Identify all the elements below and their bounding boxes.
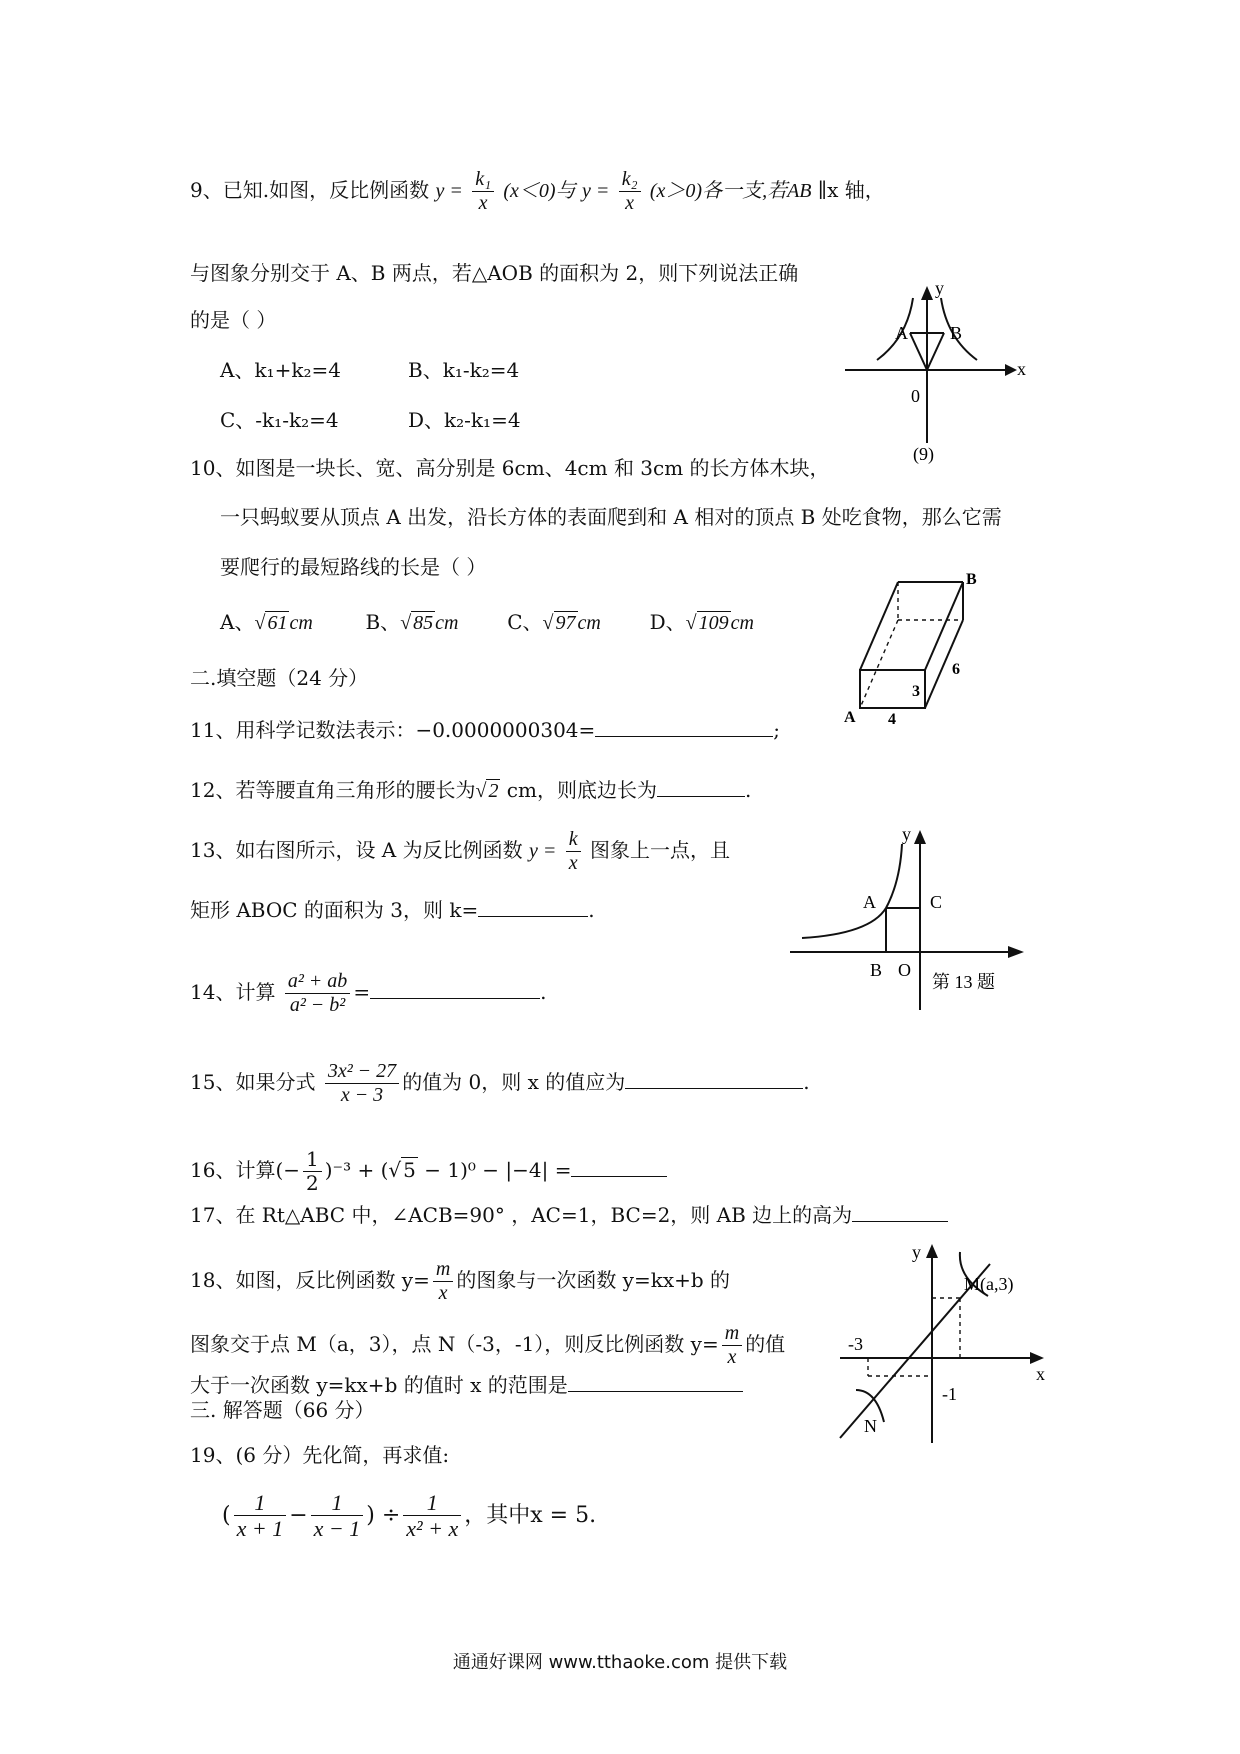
q9-line1: 9、已知.如图，反比例函数 y = $\frac{\text{k₁}}{x}$ (x＜0)与 y = $\frac{\text{k₂}}{x}$ (x＞0)各一支,若AB ∥x 轴，: [190, 168, 885, 214]
q10-option-c-label: C、: [507, 610, 543, 634]
q15-line: 15、如果分式 $\frac{\text{3x² − 27}}{x - 3}$ 的值为 0，则 x 的值应为 .: [190, 1060, 810, 1106]
q16-lead: 16、计算: [190, 1158, 276, 1182]
q12-line: 12、若等腰直角三角形的腰长为√ 2 cm，则底边长为 .: [190, 778, 752, 802]
q9-line2: 与图象分别交于 A、B 两点，若△AOB 的面积为 2，则下列说法正确: [190, 261, 799, 285]
q13-fraction: $\frac{k}{x}$: [566, 828, 581, 875]
q11-text: 11、用科学记数法表示：−0.0000000304=: [190, 718, 596, 742]
q13-line2: 矩形 ABOC 的面积为 3，则 k= .: [190, 898, 595, 922]
q10-option-a-label: A、: [220, 610, 255, 634]
q19-line1: 19、(6 分）先化简，再求值:: [190, 1443, 450, 1467]
q9-lead: 9、已知.如图，反比例函数: [190, 178, 430, 202]
q16-radical: √ 5: [388, 1158, 416, 1182]
q10-option-a-value: √ 61 cm: [254, 612, 313, 634]
q9-fig-origin-label: 0: [911, 386, 920, 406]
q12-answer-blank[interactable]: [657, 778, 745, 797]
q17-text: 17、在 Rt△ABC 中，∠ACB=90° ，AC=1，BC=2，则 AB 边上的高为: [190, 1203, 853, 1227]
q10-option-d-value: √ 109 cm: [685, 612, 754, 634]
q9-cond1: (x＜0)与: [503, 180, 576, 202]
q9-option-d: D、k₂-k₁=4: [408, 408, 521, 432]
q9-cond2: (x＞0)各一支,若AB: [649, 180, 812, 202]
q10-fig-height-label: 3: [912, 683, 920, 700]
q9-fig-b-label: B: [950, 323, 963, 343]
q18-fraction-1: $\frac{m}{x}$: [433, 1258, 453, 1305]
q9-fig-x-label: x: [1017, 359, 1026, 379]
q14-fraction: $\frac{\text{a² + ab}}{\text{a² − b²}}$: [285, 970, 351, 1017]
q10-option-b-value: √ 85 cm: [400, 612, 459, 634]
q9-option-c: C、-k₁-k₂=4: [220, 408, 339, 432]
q13-answer-blank[interactable]: [478, 898, 588, 917]
q10-cuboid-figure: [830, 570, 1000, 730]
q18-fig-y-label: y: [912, 1242, 921, 1262]
q19-fraction-a: $\frac{1}{x + 1}$: [234, 1490, 287, 1542]
q16-line: 16、计算(− $\frac{1}{2}$ )⁻³ + (√ 5 − 1)⁰ − |−4| =: [190, 1148, 667, 1195]
q10-option-d-label: D、: [649, 610, 686, 634]
q14-answer-blank[interactable]: [370, 980, 540, 999]
q18-fig-neg3-label: -3: [848, 1334, 863, 1354]
q10-fig-b-label: B: [966, 571, 977, 588]
q13-fig-a-label: A: [863, 892, 876, 912]
q13-figure: [790, 822, 1040, 1012]
q18-fraction-2: $\frac{m}{x}$: [722, 1322, 742, 1369]
q9-tail: ∥x 轴，: [817, 178, 885, 202]
q19-fraction-b: $\frac{1}{x - 1}$: [311, 1490, 364, 1542]
q9-fig-a-label: A: [895, 323, 908, 343]
section-2-heading: 二.填空题（24 分）: [190, 666, 369, 690]
q9-fraction-1: $\frac{\text{k₁}}{x}$: [472, 168, 494, 215]
q9-option-a: A、k₁+k₂=4: [220, 358, 341, 382]
q9-fraction-2: $\frac{\text{k₂}}{x}$: [619, 168, 641, 215]
q13-fig-caption: 第 13 题: [932, 972, 995, 992]
q10-line1: 10、如图是一块长、宽、高分别是 6cm、4cm 和 3cm 的长方体木块，: [190, 456, 830, 480]
q10-line3: 要爬行的最短路线的长是（ ）: [220, 555, 487, 579]
q12-radical: √ 2: [475, 780, 499, 802]
q17-line: [190, 1203, 948, 1225]
q10-option-b-label: B、: [365, 610, 401, 634]
q18-fig-neg1-label: -1: [942, 1384, 957, 1404]
q9-figure: [835, 278, 1035, 478]
section-3-heading: 三. 解答题（66 分）: [190, 1398, 375, 1422]
q15-answer-blank[interactable]: [625, 1070, 803, 1089]
q18-line3: 大于一次函数 y=kx+b 的值时 x 的范围是: [190, 1373, 743, 1395]
q10-option-c-value: √ 97 cm: [542, 612, 601, 634]
page-footer: 通通好课网 www.tthaoke.com 提供下载: [452, 1652, 788, 1673]
q13-line1: 13、如右图所示，设 A 为反比例函数 y = $\frac{k}{x}$ 图象上一点，且: [190, 828, 730, 874]
q10-fig-width-label: 4: [888, 711, 896, 728]
q15-fraction: $\frac{\text{3x² − 27}}{x - 3}$: [325, 1060, 399, 1107]
q10-options: [220, 612, 754, 633]
q9-fig-caption: (9): [913, 444, 934, 464]
q18-figure: [820, 1238, 1060, 1448]
q14-line: 14、计算 $\frac{\text{a² + ab}}{\text{a² − b²}}$ = .: [190, 970, 547, 1016]
q13-fig-o-label: O: [898, 960, 911, 980]
q13-fig-b-label: B: [870, 960, 883, 980]
q10-fig-length-label: 6: [952, 661, 960, 678]
q10-fig-a-label: A: [844, 709, 856, 726]
q10-line2: 一只蚂蚁要从顶点 A 出发，沿长方体的表面爬到和 A 相对的顶点 B 处吃食物，那么它需: [220, 505, 1002, 529]
q9-fig-y-label: y: [935, 278, 944, 298]
q15-lead: 15、如果分式: [190, 1070, 316, 1094]
q11-line: 11、用科学记数法表示：−0.0000000304= ;: [190, 718, 781, 742]
q13-lead: 13、如右图所示，设 A 为反比例函数: [190, 838, 523, 862]
q18-line1: 18、如图，反比例函数 y= $\frac{m}{x}$ 的图象与一次函数 y=kx+b 的: [190, 1258, 731, 1304]
q12-lead: 12、若等腰直角三角形的腰长为: [190, 778, 476, 802]
q19-expression: ( $\frac{1}{x + 1}$ − $\frac{1}{x - 1}$ ) ÷ $\frac{1}{\text{x² + x}}$ ，其中x = 5.: [222, 1490, 597, 1542]
q18-fig-m-label: M(a,3): [964, 1274, 1014, 1294]
q9-line3: 的是（ ）: [190, 308, 277, 332]
q18-fig-x-label: x: [1036, 1364, 1045, 1384]
q18-answer-blank[interactable]: [568, 1373, 743, 1392]
q13-fig-y-label: y: [902, 824, 911, 844]
q14-lead: 14、计算: [190, 980, 276, 1004]
q13-fig-c-label: C: [930, 892, 943, 912]
q18-line2: 图象交于点 M（a，3），点 N（-3，-1），则反比例函数 y= $\frac{m}{x}$ 的值: [190, 1322, 786, 1368]
q17-answer-blank[interactable]: [852, 1203, 948, 1222]
q18-lead: 18、如图，反比例函数 y=: [190, 1268, 430, 1292]
q16-fraction: $\frac{1}{2}$: [303, 1148, 322, 1195]
q16-answer-blank[interactable]: [571, 1158, 667, 1177]
q9-option-b: B、k₁-k₂=4: [408, 358, 520, 382]
q11-answer-blank[interactable]: [595, 718, 773, 737]
q18-fig-n-label: N: [864, 1416, 877, 1436]
q19-fraction-c: $\frac{1}{\text{x² + x}}$: [403, 1490, 461, 1542]
